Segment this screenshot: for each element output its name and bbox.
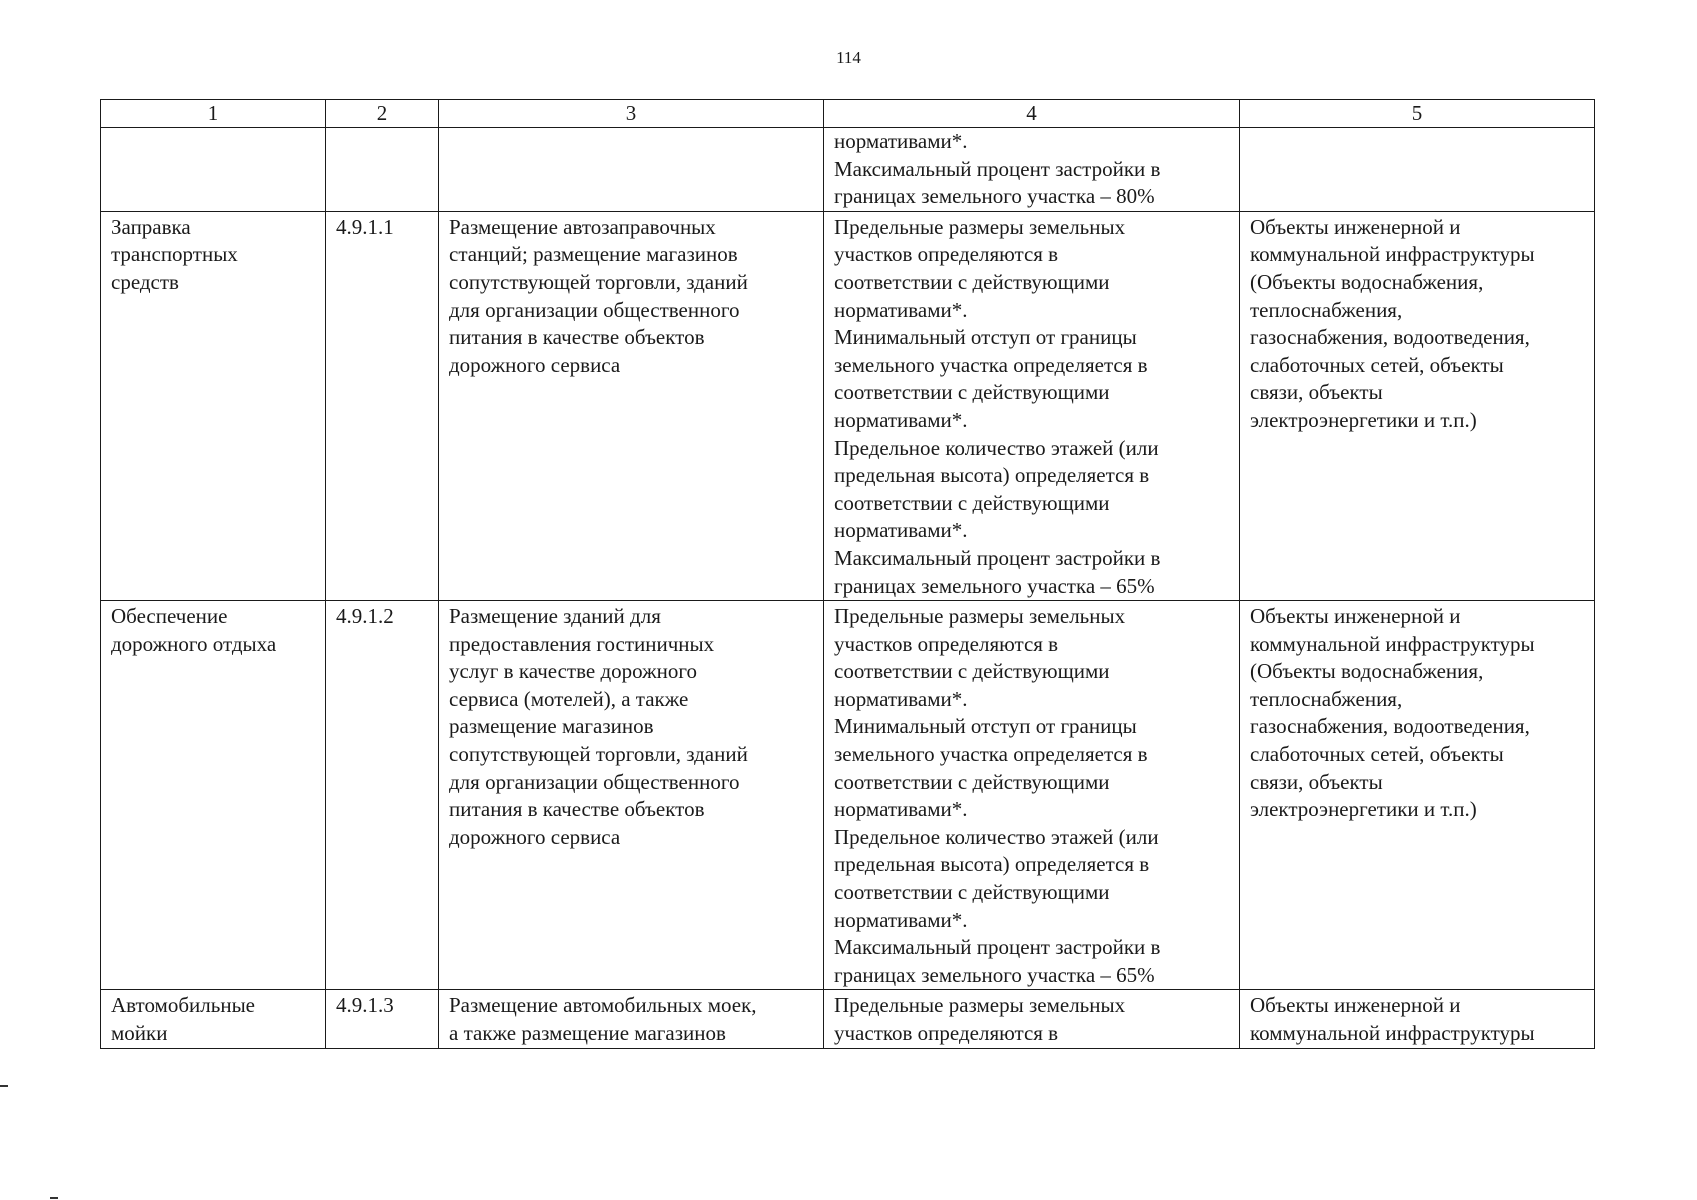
cell-line: коммунальной инфраструктуры (1250, 1021, 1535, 1045)
cell-line: Заправка (111, 214, 191, 239)
cell-line: соответствии с действующими (834, 769, 1110, 794)
cell-line: для организации общественного (449, 297, 740, 322)
cell-line: Размещение автомобильных моек, (449, 993, 757, 1018)
continuation-auxiliary-cell (1240, 128, 1595, 212)
cell-line: теплоснабжения, (1250, 686, 1403, 711)
cell-line: Предельные размеры земельных (834, 993, 1126, 1018)
cell-line: дорожного сервиса (449, 824, 621, 849)
cell-line: Размещение автозаправочных (449, 214, 716, 239)
cell-line: электроэнергетики и т.п.) (1250, 407, 1477, 432)
cell-line: предоставления гостиничных (449, 631, 715, 656)
continuation-parameters-cell (824, 128, 1240, 212)
auxiliary-cell (1240, 601, 1595, 990)
code-cell: 4.9.1.1 (326, 211, 439, 600)
page-number: 114 (836, 48, 861, 67)
table-row (101, 601, 1595, 990)
table-row (101, 211, 1595, 600)
code-cell: 4.9.1.2 (326, 601, 439, 990)
cell-line: участков определяются в (834, 1021, 1059, 1045)
cell-line: границах земельного участка – 65% (834, 962, 1155, 987)
cell-line: сопутствующей торговли, зданий (449, 742, 748, 767)
continuation-code-cell (326, 128, 439, 212)
cell-line: участков определяются в (834, 631, 1059, 656)
scan-edge-mark (0, 1085, 8, 1087)
cell-line: Объекты инженерной и (1250, 993, 1461, 1018)
cell-line: Максимальный процент застройки в (834, 935, 1161, 960)
cell-line: соответствии с действующими (834, 659, 1110, 684)
table-header-row (101, 100, 1595, 128)
description-cell (439, 990, 824, 1048)
cell-line: Объекты инженерной и (1250, 604, 1461, 629)
cell-line: электроэнергетики и т.п.) (1250, 797, 1477, 822)
cell-line: Максимальный процент застройки в (834, 156, 1161, 181)
cell-line: Предельное количество этажей (или (834, 824, 1159, 849)
auxiliary-cell (1240, 211, 1595, 600)
cell-line: (Объекты водоснабжения, (1250, 269, 1484, 294)
cell-line: соответствии с действующими (834, 269, 1110, 294)
cell-line: Размещение зданий для (449, 604, 661, 629)
object-name-cell (101, 990, 326, 1048)
cell-line: станций; размещение магазинов (449, 242, 738, 267)
code-cell: 4.9.1.3 (326, 990, 439, 1048)
cell-line: предельная высота) определяется в (834, 463, 1150, 488)
continuation-description-cell (439, 128, 824, 212)
cell-line: Предельные размеры земельных (834, 214, 1126, 239)
cell-line: Объекты инженерной и (1250, 214, 1461, 239)
cell-line: нормативами*. (834, 686, 968, 711)
column-header-3: 3 (439, 100, 824, 128)
cell-line: а также размещение магазинов (449, 1021, 726, 1045)
column-header-2: 2 (326, 100, 439, 128)
column-header-1: 1 (101, 100, 326, 128)
cell-line: дорожного отдыха (111, 631, 277, 656)
cell-line: нормативами*. (834, 407, 968, 432)
cell-line: коммунальной инфраструктуры (1250, 242, 1535, 267)
cell-line: связи, объекты (1250, 769, 1383, 794)
cell-line: предельная высота) определяется в (834, 852, 1150, 877)
cell-line: Обеспечение (111, 604, 228, 629)
cell-line: (Объекты водоснабжения, (1250, 659, 1484, 684)
cell-line: газоснабжения, водоотведения, (1250, 325, 1530, 350)
cell-line: нормативами*. (834, 518, 968, 543)
cell-line: средств (111, 269, 179, 294)
cell-line: сервиса (мотелей), а также (449, 686, 689, 711)
parameters-cell (824, 601, 1240, 990)
cell-line: питания в качестве объектов (449, 325, 705, 350)
object-name-cell (101, 211, 326, 600)
cell-line: дорожного сервиса (449, 352, 621, 377)
cell-line: транспортных (111, 242, 238, 267)
cell-line: Предельные размеры земельных (834, 604, 1126, 629)
cell-line: соответствии с действующими (834, 490, 1110, 515)
cell-line: для организации общественного (449, 769, 740, 794)
parameters-cell (824, 211, 1240, 600)
cell-line: соответствии с действующими (834, 880, 1110, 905)
cell-line: слаботочных сетей, объекты (1250, 742, 1504, 767)
cell-line: размещение магазинов (449, 714, 654, 739)
cell-line: границах земельного участка – 80% (834, 184, 1155, 209)
cell-line: нормативами*. (834, 907, 968, 932)
auxiliary-cell (1240, 990, 1595, 1048)
cell-line: мойки (111, 1021, 168, 1045)
table-row (101, 990, 1595, 1048)
cell-line: нормативами*. (834, 129, 968, 153)
cell-line: питания в качестве объектов (449, 797, 705, 822)
continuation-name-cell (101, 128, 326, 212)
cell-line: Автомобильные (111, 993, 255, 1018)
cell-line: услуг в качестве дорожного (449, 659, 697, 684)
cell-line: связи, объекты (1250, 380, 1383, 405)
land-use-table (100, 99, 1595, 1049)
column-header-4: 4 (824, 100, 1240, 128)
cell-line: земельного участка определяется в (834, 742, 1148, 767)
cell-line: границах земельного участка – 65% (834, 573, 1155, 598)
cell-line: теплоснабжения, (1250, 297, 1403, 322)
cell-line: нормативами*. (834, 297, 968, 322)
cell-line: соответствии с действующими (834, 380, 1110, 405)
cell-line: участков определяются в (834, 242, 1059, 267)
cell-line: Минимальный отступ от границы (834, 325, 1137, 350)
cell-line: сопутствующей торговли, зданий (449, 269, 748, 294)
parameters-cell (824, 990, 1240, 1048)
description-cell (439, 601, 824, 990)
cell-line: Максимальный процент застройки в (834, 545, 1161, 570)
description-cell (439, 211, 824, 600)
cell-line: слаботочных сетей, объекты (1250, 352, 1504, 377)
object-name-cell (101, 601, 326, 990)
continuation-row (101, 128, 1595, 212)
cell-line: нормативами*. (834, 797, 968, 822)
column-header-5: 5 (1240, 100, 1595, 128)
cell-line: коммунальной инфраструктуры (1250, 631, 1535, 656)
cell-line: Предельное количество этажей (или (834, 435, 1159, 460)
cell-line: Минимальный отступ от границы (834, 714, 1137, 739)
cell-line: газоснабжения, водоотведения, (1250, 714, 1530, 739)
scan-edge-mark (50, 1197, 58, 1199)
cell-line: земельного участка определяется в (834, 352, 1148, 377)
